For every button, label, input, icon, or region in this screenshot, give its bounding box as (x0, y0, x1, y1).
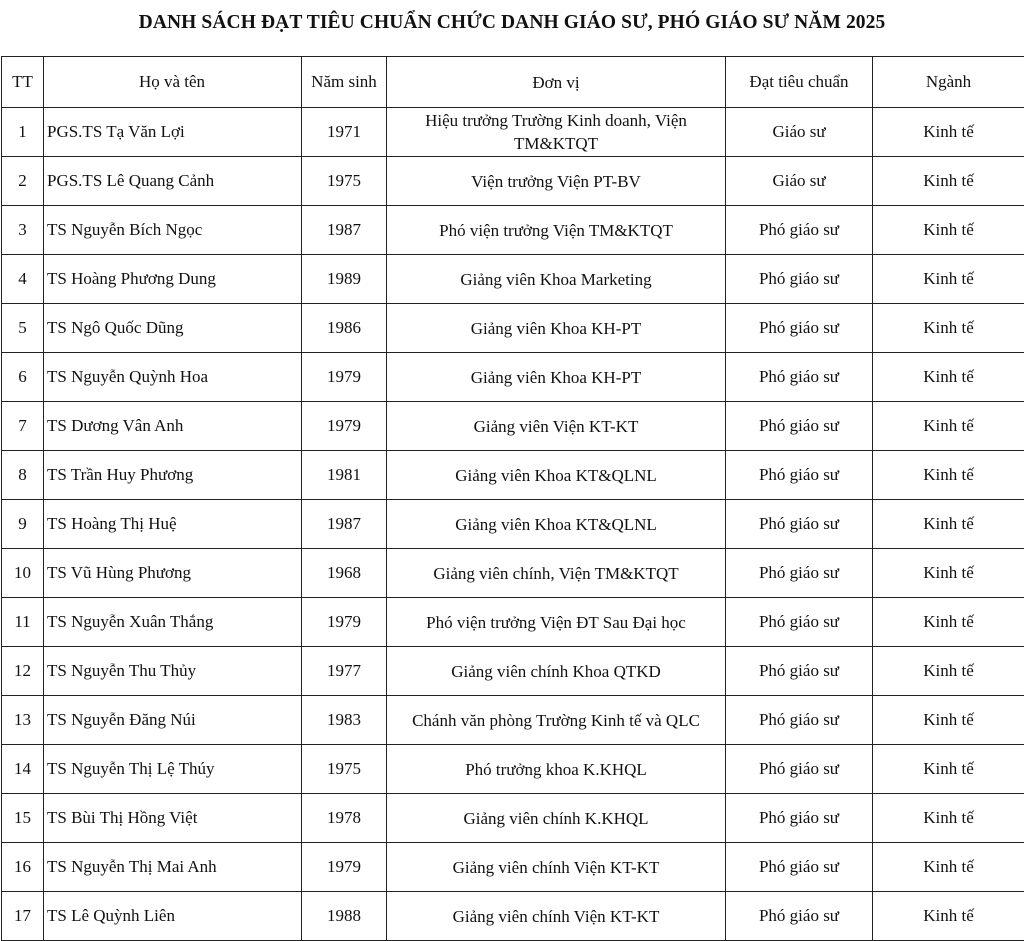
cell-tt: 16 (2, 843, 44, 892)
table-row (2, 353, 1024, 402)
cell-unit: Phó viện trưởng Viện TM&KTQT (387, 206, 726, 255)
cell-standard: Phó giáo sư (726, 304, 873, 353)
cell-standard: Phó giáo sư (726, 598, 873, 647)
cell-tt: 1 (2, 108, 44, 157)
cell-field: Kinh tế (873, 549, 1024, 598)
cell-name: TS Hoàng Phương Dung (44, 255, 302, 304)
table-row (2, 892, 1024, 941)
cell-year: 1987 (302, 500, 387, 549)
cell-tt: 11 (2, 598, 44, 647)
cell-name: TS Nguyễn Quỳnh Hoa (44, 353, 302, 402)
cell-unit: Giảng viên chính, Viện TM&KTQT (387, 549, 726, 598)
table-row (2, 696, 1024, 745)
header-unit: Đơn vị (387, 57, 726, 108)
cell-standard: Phó giáo sư (726, 353, 873, 402)
cell-name: TS Lê Quỳnh Liên (44, 892, 302, 941)
cell-standard: Phó giáo sư (726, 794, 873, 843)
cell-standard: Phó giáo sư (726, 500, 873, 549)
table-row (2, 843, 1024, 892)
cell-field: Kinh tế (873, 402, 1024, 451)
cell-name: TS Dương Vân Anh (44, 402, 302, 451)
cell-unit: Phó trưởng khoa K.KHQL (387, 745, 726, 794)
cell-year: 1968 (302, 549, 387, 598)
cell-standard: Giáo sư (726, 157, 873, 206)
cell-field: Kinh tế (873, 157, 1024, 206)
cell-year: 1987 (302, 206, 387, 255)
cell-tt: 9 (2, 500, 44, 549)
cell-unit: Chánh văn phòng Trường Kinh tế và QLC (387, 696, 726, 745)
cell-tt: 15 (2, 794, 44, 843)
cell-year: 1979 (302, 353, 387, 402)
header-field: Ngành (873, 57, 1024, 108)
cell-year: 1979 (302, 402, 387, 451)
table-row (2, 549, 1024, 598)
cell-standard: Phó giáo sư (726, 549, 873, 598)
cell-year: 1988 (302, 892, 387, 941)
cell-tt: 6 (2, 353, 44, 402)
cell-standard: Giáo sư (726, 108, 873, 157)
cell-tt: 13 (2, 696, 44, 745)
cell-standard: Phó giáo sư (726, 451, 873, 500)
cell-tt: 17 (2, 892, 44, 941)
header-name: Họ và tên (44, 57, 302, 108)
cell-year: 1979 (302, 843, 387, 892)
table-row (2, 157, 1024, 206)
cell-unit: Giảng viên Khoa KH-PT (387, 353, 726, 402)
cell-field: Kinh tế (873, 353, 1024, 402)
cell-name: TS Nguyễn Bích Ngọc (44, 206, 302, 255)
cell-standard: Phó giáo sư (726, 745, 873, 794)
cell-unit: Giảng viên chính Khoa QTKD (387, 647, 726, 696)
cell-name: PGS.TS Tạ Văn Lợi (44, 108, 302, 157)
table-row (2, 108, 1024, 157)
table-row (2, 451, 1024, 500)
cell-year: 1979 (302, 598, 387, 647)
cell-field: Kinh tế (873, 647, 1024, 696)
header-row (2, 57, 1024, 108)
cell-name: TS Ngô Quốc Dũng (44, 304, 302, 353)
table-header (2, 57, 1024, 108)
cell-unit: Giảng viên Khoa KH-PT (387, 304, 726, 353)
table-row (2, 206, 1024, 255)
table-row (2, 500, 1024, 549)
table-body (2, 108, 1024, 941)
table-row (2, 598, 1024, 647)
cell-standard: Phó giáo sư (726, 843, 873, 892)
cell-field: Kinh tế (873, 451, 1024, 500)
cell-tt: 12 (2, 647, 44, 696)
header-year: Năm sinh (302, 57, 387, 108)
cell-tt: 3 (2, 206, 44, 255)
cell-year: 1975 (302, 157, 387, 206)
cell-tt: 10 (2, 549, 44, 598)
cell-year: 1975 (302, 745, 387, 794)
header-tt: TT (2, 57, 44, 108)
cell-field: Kinh tế (873, 843, 1024, 892)
cell-name: PGS.TS Lê Quang Cảnh (44, 157, 302, 206)
cell-field: Kinh tế (873, 745, 1024, 794)
cell-name: TS Trần Huy Phương (44, 451, 302, 500)
header-standard: Đạt tiêu chuẩn (726, 57, 873, 108)
cell-name: TS Nguyễn Thị Mai Anh (44, 843, 302, 892)
table-row (2, 647, 1024, 696)
cell-standard: Phó giáo sư (726, 402, 873, 451)
cell-field: Kinh tế (873, 206, 1024, 255)
cell-name: TS Nguyễn Đăng Núi (44, 696, 302, 745)
cell-tt: 5 (2, 304, 44, 353)
cell-unit: Hiệu trưởng Trường Kinh doanh, Viện TM&KTQT (387, 108, 726, 157)
cell-unit: Giảng viên Viện KT-KT (387, 402, 726, 451)
cell-unit: Phó viện trưởng Viện ĐT Sau Đại học (387, 598, 726, 647)
cell-name: TS Bùi Thị Hồng Việt (44, 794, 302, 843)
cell-name: TS Nguyễn Thị Lệ Thúy (44, 745, 302, 794)
cell-field: Kinh tế (873, 108, 1024, 157)
cell-field: Kinh tế (873, 696, 1024, 745)
table-row (2, 745, 1024, 794)
cell-tt: 2 (2, 157, 44, 206)
cell-standard: Phó giáo sư (726, 647, 873, 696)
cell-field: Kinh tế (873, 794, 1024, 843)
cell-name: TS Vũ Hùng Phương (44, 549, 302, 598)
table-row (2, 402, 1024, 451)
cell-unit: Giảng viên Khoa Marketing (387, 255, 726, 304)
cell-field: Kinh tế (873, 255, 1024, 304)
cell-year: 1977 (302, 647, 387, 696)
candidates-table (1, 56, 1024, 941)
cell-name: TS Nguyễn Xuân Thắng (44, 598, 302, 647)
cell-year: 1981 (302, 451, 387, 500)
cell-year: 1971 (302, 108, 387, 157)
cell-year: 1983 (302, 696, 387, 745)
table-row (2, 794, 1024, 843)
cell-unit: Giảng viên chính K.KHQL (387, 794, 726, 843)
cell-name: TS Hoàng Thị Huệ (44, 500, 302, 549)
cell-tt: 4 (2, 255, 44, 304)
cell-standard: Phó giáo sư (726, 696, 873, 745)
cell-field: Kinh tế (873, 598, 1024, 647)
cell-name: TS Nguyễn Thu Thủy (44, 647, 302, 696)
cell-unit: Viện trưởng Viện PT-BV (387, 157, 726, 206)
table-row (2, 255, 1024, 304)
page-title: DANH SÁCH ĐẠT TIÊU CHUẨN CHỨC DANH GIÁO SƯ, PHÓ GIÁO SƯ NĂM 2025 (0, 0, 1024, 49)
table-row (2, 304, 1024, 353)
cell-tt: 8 (2, 451, 44, 500)
cell-field: Kinh tế (873, 500, 1024, 549)
cell-tt: 14 (2, 745, 44, 794)
cell-standard: Phó giáo sư (726, 206, 873, 255)
cell-field: Kinh tế (873, 892, 1024, 941)
cell-unit: Giảng viên Khoa KT&QLNL (387, 451, 726, 500)
cell-unit: Giảng viên chính Viện KT-KT (387, 892, 726, 941)
cell-standard: Phó giáo sư (726, 892, 873, 941)
cell-year: 1978 (302, 794, 387, 843)
cell-year: 1989 (302, 255, 387, 304)
cell-field: Kinh tế (873, 304, 1024, 353)
cell-tt: 7 (2, 402, 44, 451)
cell-standard: Phó giáo sư (726, 255, 873, 304)
cell-year: 1986 (302, 304, 387, 353)
cell-unit: Giảng viên Khoa KT&QLNL (387, 500, 726, 549)
cell-unit: Giảng viên chính Viện KT-KT (387, 843, 726, 892)
